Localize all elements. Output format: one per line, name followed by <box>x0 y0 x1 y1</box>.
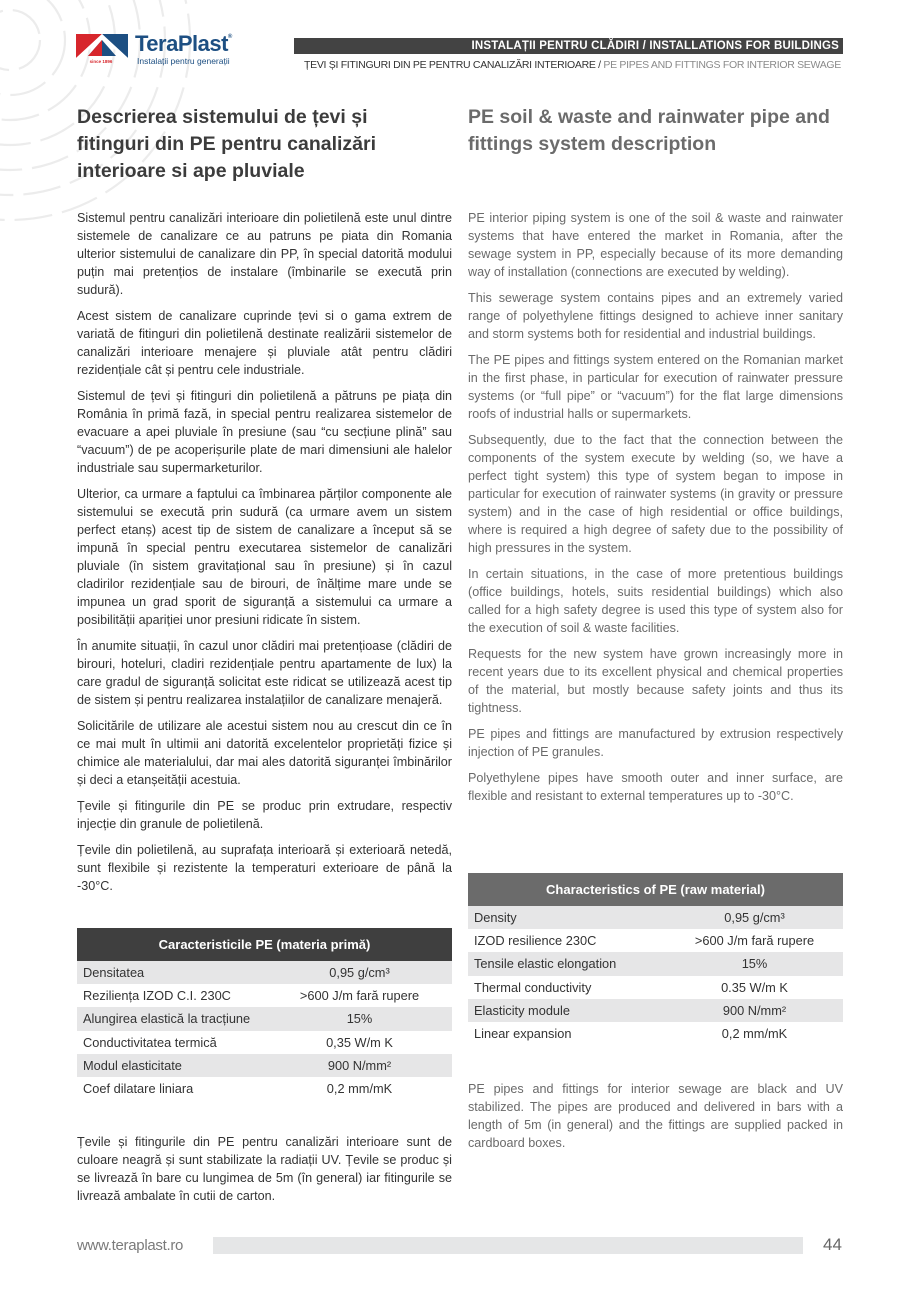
property-label: Thermal conductivity <box>474 979 592 995</box>
property-value: 15% <box>346 1011 373 1027</box>
paragraph: Subsequently, due to the fact that the connection between the components of the system execute by welding (so, we have a perfect tight system) this type of system began to impose in particular for execution of rainwater systems (in gravity or pressure system) and in the case of high residential or office buildings, where is required a high degree of safety due to the possibility of high pressures in the system. <box>468 433 843 555</box>
paragraph: In certain situations, in the case of more pretentious buildings (office buildings, hotels, suits residential buildings) which also called for a high safety degree is used this type of system also for the execution of soil & waste facilities. <box>468 567 843 635</box>
table-header: Caracteristicile PE (materia primă) <box>77 928 452 961</box>
property-value: >600 J/m fară rupere <box>694 933 815 949</box>
table-row <box>77 1077 452 1100</box>
subheader-en: PE PIPES AND FITTINGS FOR INTERIOR SEWAGE <box>603 59 841 71</box>
paragraph: PE interior piping system is one of the soil & waste and rainwater systems that have entered the market in Romania, after the sewage system in PP, especially because of its more demanding way of installation (connections are executed by welding). <box>468 211 843 279</box>
table-row <box>468 999 843 1022</box>
subheader-ro: ȚEVI ȘI FITINGURI DIN PE PENTRU CANALIZĂRI INTERIOARE / <box>304 59 604 71</box>
logo-since: since 1896 <box>89 59 113 64</box>
paragraph: Acest sistem de canalizare cuprinde țevi si o gama extrem de variată de fitinguri din polietilenă destinate realizării sistemelor de canalizări interioare menajere și pluviale atât pentru clădiri rezidențiale cât și pentru cele industriale. <box>77 309 452 377</box>
paragraph: The PE pipes and fittings system entered on the Romanian market in the first phase, in particular for execution of rainwater pressure systems (or “full pipe” or “vacuum”) for the flat large dimensions roofs of industrial halls or supermarkets. <box>468 353 843 421</box>
paragraph: Sistemul pentru canalizări interioare din polietilenă este unul dintre sistemele de canalizare ce au patruns pe piata din Romania ulterior sistemului de canalizare din PP, în special datorită modului puțin mai pretențios de instalare (îmbinarile se execută prin sudură). <box>77 211 452 297</box>
section-subheader <box>304 59 841 71</box>
paragraph: Sistemul de țevi și fitinguri din polietilenă a pătruns pe piața din România în primă fază, in special pentru realizarea sistemelor de evacuare a apei pluviale în presiune (sau “cu secțiune plină” sau “vacuum”) de pe acoperișurile plate de mari dimensiuni ale halelor industriale sau supermarketurilor. <box>77 389 452 475</box>
table-row <box>468 1022 843 1045</box>
property-label: Densitatea <box>83 965 145 980</box>
footer-divider-bar <box>213 1237 803 1254</box>
property-value: 0,2 mm/mK <box>721 1025 788 1041</box>
property-value: 0,95 g/cm³ <box>724 910 785 925</box>
property-label: Reziliența IZOD C.I. 230C <box>83 988 231 1004</box>
property-value: 0,35 W/m K <box>326 1034 393 1050</box>
property-value: 0,2 mm/mK <box>326 1080 393 1096</box>
paragraph: Țevile din polietilenă, au suprafața interioară și exterioară netedă, sunt flexibile și rezistente la temperaturi exterioare de până la -30°C. <box>77 843 452 893</box>
property-label: Density <box>474 910 517 925</box>
footer-website-link[interactable]: www.teraplast.ro <box>77 1237 184 1254</box>
property-value: 0,95 g/cm³ <box>329 965 390 980</box>
teraplast-logo <box>76 31 246 70</box>
properties-table-ro <box>77 928 452 1100</box>
page-title-ro: Descrierea sistemului de țevi și fitinguri din PE pentru canalizări interioare si ape pluviale <box>77 106 377 182</box>
paragraph: Requests for the new system have grown increasingly more in recent years due to its excellent physical and chemical properties of the material, but mostly because safety joints and thus its tightness. <box>468 647 843 715</box>
table-row <box>77 1031 452 1054</box>
closing-paragraph-en: PE pipes and fittings for interior sewage are black and UV stabilized. The pipes are produced and delivered in bars with a length of 5m (in general) and the fittings are supplied packed in cardboard boxes. <box>468 1082 843 1150</box>
property-value: >600 J/m fară rupere <box>299 988 420 1004</box>
property-label: Elasticity module <box>474 1002 571 1018</box>
property-label: Tensile elastic elongation <box>474 956 617 972</box>
property-label: Coef dilatare liniara <box>83 1080 194 1096</box>
section-header-bar: INSTALAȚII PENTRU CLĂDIRI / INSTALLATIONS FOR BUILDINGS <box>294 38 843 54</box>
property-label: Conductivitatea termică <box>83 1034 217 1050</box>
page-title-en: PE soil & waste and rainwater pipe and fittings system description <box>468 106 830 155</box>
property-value: 900 N/mm² <box>327 1057 392 1073</box>
property-label: Modul elasticitate <box>83 1057 182 1073</box>
paragraph: Ulterior, ca urmare a faptului ca îmbinarea părților componente ale sistemului se execută prin sudură (ca urmare avem un sistem perfect etanș) acest tip de sistem de canalizare a început să se impună în special pentru executarea sistemelor de canalizări pluviale (în sistem gravitațional sau în presiune) și în cazul cladirilor rezidențiale sau de birouri, de înălțime mare unde se impunea un grad sporit de siguranță a sistemului ca urmare a posibilității apariției unor presiuni ridicate în sistem. <box>77 487 452 627</box>
table-row <box>468 976 843 999</box>
table-row <box>468 929 843 952</box>
paragraph: PE pipes and fittings are manufactured by extrusion respectively injection of PE granules. <box>468 727 843 759</box>
logo-name: TeraPlast® <box>135 31 232 56</box>
table-header: Characteristics of PE (raw material) <box>468 873 843 906</box>
properties-table-en <box>468 873 843 1045</box>
property-label: Linear expansion <box>474 1025 572 1041</box>
table-row <box>77 1007 452 1030</box>
property-label: Alungirea elastică la tracțiune <box>83 1011 251 1027</box>
paragraph: Solicitările de utilizare ale acestui sistem nou au crescut din ce în ce mai mult în ultimii ani datorită excelentelor proprietăți fizice și chimice ale materialului, dar mai ales datorită siguranței îmbinărilor și deci a etanșeității acestuia. <box>77 719 452 787</box>
property-label: IZOD resilience 230C <box>474 933 597 949</box>
property-value: 0.35 W/m K <box>721 979 788 995</box>
property-value: 900 N/mm² <box>722 1002 787 1018</box>
paragraph: Țevile și fitingurile din PE se produc prin extrudare, respectiv injecție din granule de polietilenă. <box>77 799 452 831</box>
body-column-en <box>468 209 843 813</box>
table-row <box>77 984 452 1007</box>
paragraph: În anumite situații, în cazul unor clădiri mai pretențioase (clădiri de birouri, hoteluri, cladiri rezidențiale pentru apartamente de lux) la care gradul de siguranță solicitat este ridicat se utilizează acest tip de sistem și pentru realizarea instalațiilor de canalizare menajeră. <box>77 639 452 707</box>
page-number: 44 <box>823 1235 842 1254</box>
table-row <box>77 961 452 984</box>
paragraph: Polyethylene pipes have smooth outer and inner surface, are flexible and resistant to external temperatures up to -30°C. <box>468 771 843 803</box>
paragraph: This sewerage system contains pipes and an extremely varied range of polyethylene fittings designed to achieve inner sanitary and storm systems both for residential and industrial buildings. <box>468 291 843 341</box>
table-row <box>77 1054 452 1077</box>
closing-paragraph-ro: Țevile și fitingurile din PE pentru canalizări interioare sunt de culoare neagră și sunt stabilizate la radiații UV. Țevile se produc și se livrează în bare cu lungimea de 5m (în general) iar fitingurile se livrează ambalate în cutii de carton. <box>77 1135 452 1203</box>
body-column-ro <box>77 209 452 903</box>
property-value: 15% <box>741 956 768 972</box>
table-row <box>468 952 843 975</box>
logo-tagline: Instalații pentru generații <box>137 56 230 66</box>
table-row <box>468 906 843 929</box>
